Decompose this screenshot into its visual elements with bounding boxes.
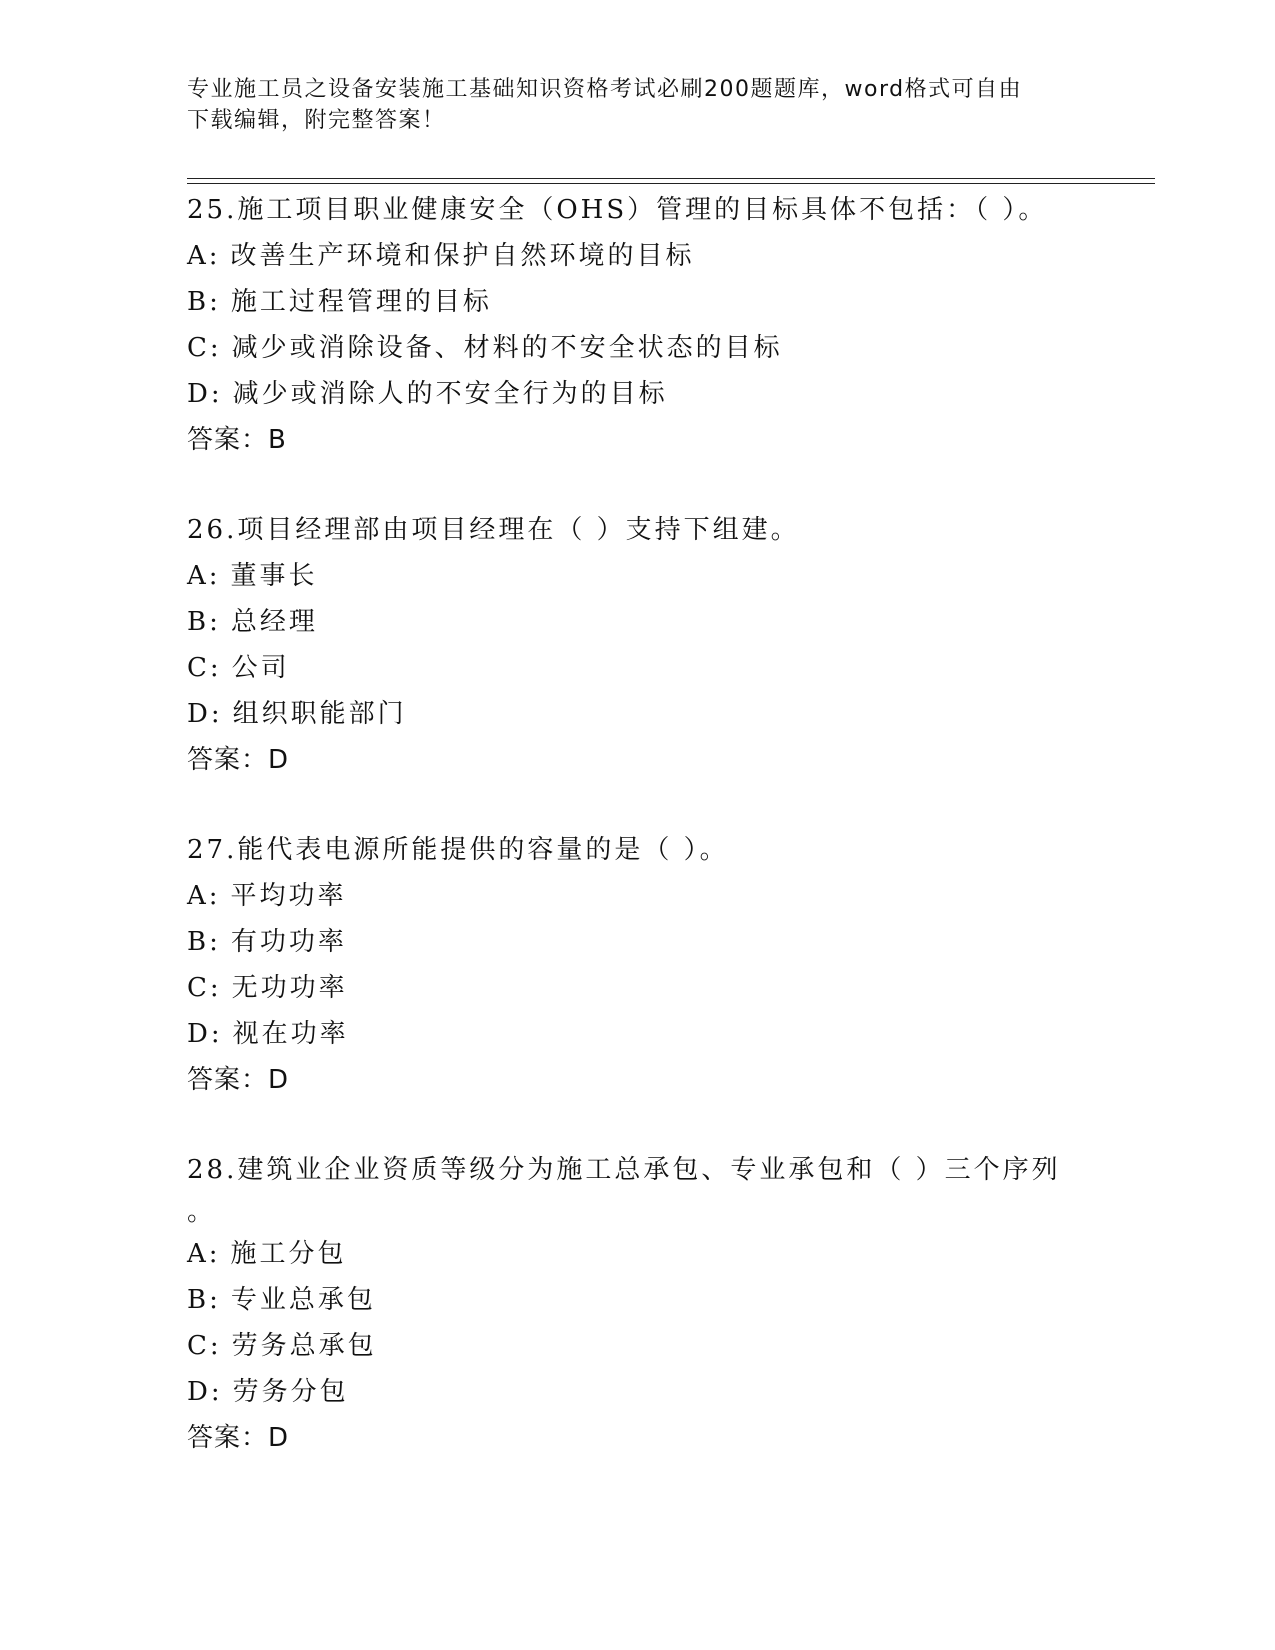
option-a xyxy=(187,873,1087,919)
option-b xyxy=(187,1277,1087,1323)
question-26 xyxy=(187,507,1087,783)
option-text: 劳务总承包 xyxy=(231,1331,377,1361)
question-27 xyxy=(187,827,1087,1103)
header-divider-bottom xyxy=(187,183,1155,184)
option-letter: D: xyxy=(187,1377,223,1407)
option-a xyxy=(187,1231,1087,1277)
option-d xyxy=(187,1011,1087,1057)
option-text: 视在功率 xyxy=(232,1019,349,1049)
option-text: 董事长 xyxy=(230,561,318,591)
option-text: 有功功率 xyxy=(230,927,347,957)
option-text: 无功功率 xyxy=(231,973,348,1003)
option-c xyxy=(187,1323,1087,1369)
option-a xyxy=(187,233,1087,279)
question-stem: 26.项目经理部由项目经理在（ ）支持下组建。 xyxy=(187,515,800,545)
option-text: 减少或消除人的不安全行为的目标 xyxy=(232,379,668,409)
option-c xyxy=(187,965,1087,1011)
option-letter: D: xyxy=(187,379,223,409)
header-divider-top xyxy=(187,178,1155,179)
option-b xyxy=(187,919,1087,965)
option-text: 减少或消除设备、材料的不安全状态的目标 xyxy=(231,333,783,363)
option-letter: C: xyxy=(187,333,222,363)
option-text: 平均功率 xyxy=(230,881,347,911)
option-letter: D: xyxy=(187,699,223,729)
option-d xyxy=(187,371,1087,417)
option-letter: A: xyxy=(187,241,221,271)
option-text: 专业总承包 xyxy=(230,1285,376,1315)
option-letter: C: xyxy=(187,973,222,1003)
question-28 xyxy=(187,1147,1087,1461)
option-text: 劳务分包 xyxy=(232,1377,349,1407)
question-stem: 25.施工项目职业健康安全（OHS）管理的目标具体不包括：（ ）。 xyxy=(187,195,1048,225)
answer-line: 答案：D xyxy=(187,745,290,775)
question-stem: 28.建筑业企业资质等级分为施工总承包、专业承包和（ ）三个序列 xyxy=(187,1155,1061,1185)
option-b xyxy=(187,599,1087,645)
option-d xyxy=(187,691,1087,737)
option-a xyxy=(187,553,1087,599)
option-letter: B: xyxy=(187,287,221,317)
option-d xyxy=(187,1369,1087,1415)
answer-line: 答案：D xyxy=(187,1423,290,1453)
option-text: 施工过程管理的目标 xyxy=(230,287,492,317)
option-b xyxy=(187,279,1087,325)
option-letter: B: xyxy=(187,607,221,637)
option-letter: A: xyxy=(187,1239,221,1269)
option-letter: A: xyxy=(187,881,221,911)
option-letter: B: xyxy=(187,1285,221,1315)
question-stem: 27.能代表电源所能提供的容量的是（ ）。 xyxy=(187,835,729,865)
answer-line: 答案：B xyxy=(187,425,287,455)
question-stem-continuation: 。 xyxy=(187,1197,217,1227)
option-letter: A: xyxy=(187,561,221,591)
answer-line: 答案：D xyxy=(187,1065,290,1095)
option-text: 施工分包 xyxy=(230,1239,347,1269)
option-letter: C: xyxy=(187,653,222,683)
option-letter: B: xyxy=(187,927,221,957)
option-text: 改善生产环境和保护自然环境的目标 xyxy=(230,241,695,271)
option-c xyxy=(187,645,1087,691)
header-line-1: 专业施工员之设备安装施工基础知识资格考试必刷200题题库，word格式可自由 xyxy=(187,77,1023,102)
document-header xyxy=(187,74,1087,136)
header-line-2: 下载编辑，附完整答案！ xyxy=(187,108,446,133)
option-text: 总经理 xyxy=(230,607,318,637)
option-letter: D: xyxy=(187,1019,223,1049)
option-letter: C: xyxy=(187,1331,222,1361)
question-25 xyxy=(187,187,1087,463)
option-c xyxy=(187,325,1087,371)
option-text: 组织职能部门 xyxy=(232,699,407,729)
option-text: 公司 xyxy=(231,653,290,683)
